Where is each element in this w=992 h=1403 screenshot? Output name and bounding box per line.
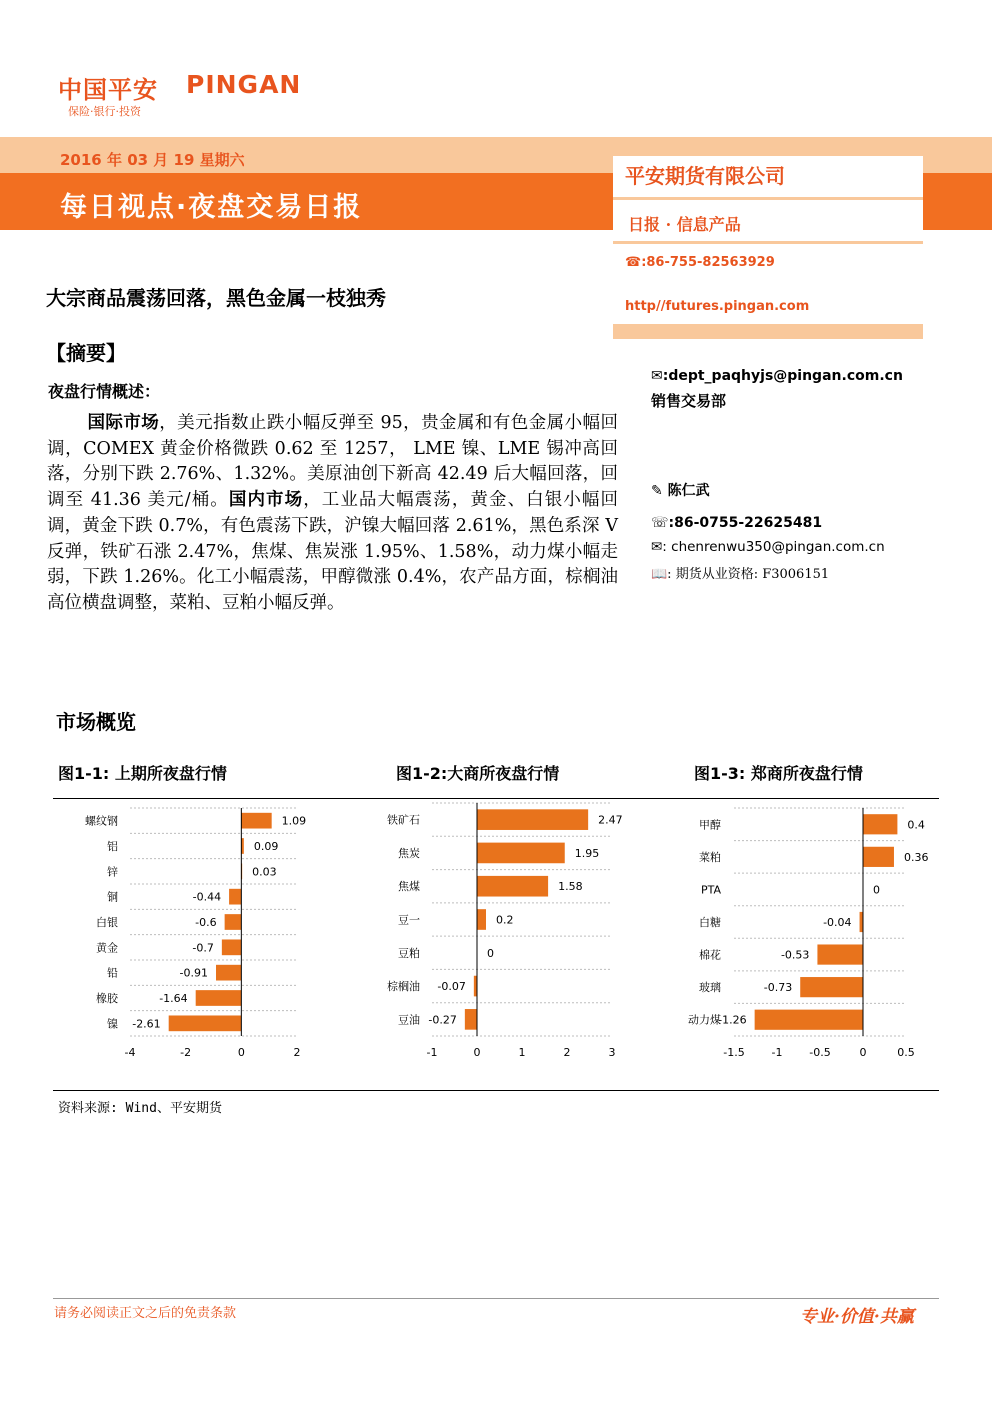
chart-bottom-rule [53,1090,939,1091]
chart3-category-label: 棉花 [699,948,721,962]
chart1-data-label: 1.09 [281,814,307,828]
chart-title-3: 图1-3: 郑商所夜盘行情 [694,764,863,783]
chart3-data-label: -1.26 [718,1013,747,1027]
company-phone: ☎:86-755-82563929 [625,255,775,270]
chart3-category-label: 动力煤 [688,1013,721,1027]
chart2-data-label: 0 [487,946,494,960]
report-title: 每日视点·夜盘交易日报 [60,192,363,223]
chart1-tick-label: -2 [180,1046,192,1059]
chart-title-2: 图1-2:大商所夜盘行情 [396,764,560,783]
chart1-category-label: 铝 [107,840,118,853]
chart1-data-label: -0.7 [192,941,214,955]
chart3-data-label: -0.53 [780,948,810,962]
chart2-category-label: 焦煤 [398,880,420,894]
chart3-tick-label: -1.5 [723,1046,745,1059]
chart2-bar [477,843,565,864]
chart1-bar [225,914,242,930]
chart3-category-label: 菜粕 [699,850,721,864]
chart3-bar [800,977,863,997]
chart2-tick-label: 3 [608,1046,616,1059]
chart1-category-label: 铜 [107,890,118,904]
footer-rule [53,1298,939,1299]
chart3-category-label: 甲醇 [699,818,721,832]
chart3-data-label: -0.04 [823,916,852,929]
chart1-tick-label: 0 [237,1046,245,1059]
chart1-category-label: 黄金 [96,941,118,955]
chart2-data-label: 1.95 [574,846,600,860]
logo-cn: 中国平安 [58,76,158,104]
chart1-bar [216,965,241,981]
company-name: 平安期货有限公司 [625,164,785,188]
domestic-label: 国内市场 [228,490,304,511]
slogan: 专业·价值·共赢 [800,1307,914,1327]
dept-name: 销售交易部 [651,392,727,410]
headline: 大宗商品震荡回落，黑色金属一枝独秀 [46,286,386,310]
chart3-data-label: 0 [873,883,880,897]
report-date: 2016 年 03 月 19 星期六 [60,151,245,169]
chart1-data-label: 0.03 [252,865,277,879]
chart1-bar [222,939,241,955]
chart2-data-label: 2.47 [598,813,623,827]
chart1-bar [169,1015,242,1031]
chart1-data-label: -0.44 [192,890,222,904]
chart3-category-label: PTA [700,883,721,897]
chart3-tick-label: -0.5 [809,1046,831,1059]
chart3-category-label: 白糖 [699,916,721,929]
chart3-tick-label: 0 [859,1046,867,1059]
chart3-data-label: 0.4 [907,818,925,832]
chart1-data-label: -2.61 [132,1017,161,1031]
chart1-bar [196,990,242,1006]
intl-text: ，美元指数止跌小幅反弹至 95，贵金属和有色金属小幅回调，COMEX 黄金价格微跌 0.62 至 1257， LME 镍、LME 锡冲高回落，分别下跌 2.76%、1.32%。美原油创下新高 42.49 后大幅回落，回调至 41.36 美元/桶。 [47,413,618,511]
chart2-category-label: 铁矿石 [387,813,420,827]
chart3-tick-label: 0.5 [897,1046,915,1059]
chart1-data-label: -0.6 [195,916,217,929]
chart1-bar [241,813,271,829]
market-title: 市场概览 [56,710,136,734]
chart1-tick-label: -4 [124,1046,136,1059]
chart2-bar [465,1009,477,1030]
company-website[interactable]: http//futures.pingan.com [625,299,810,314]
chart1-category-label: 橡胶 [96,992,118,1005]
chart2-category-label: 焦炭 [398,846,420,860]
chart2-bar [477,876,548,897]
chart3-category-label: 玻璃 [699,981,721,995]
chart2-tick-label: 1 [518,1046,526,1059]
chart3-data-label: -0.73 [763,981,793,995]
chart2-bar [477,909,486,930]
chart2-tick-label: 2 [563,1046,571,1059]
chart1-data-label: 0.09 [253,840,279,853]
chart2-category-label: 豆粕 [398,946,420,960]
domestic-text: ，工业品大幅震荡，黄金、白银小幅回调，黄金下跌 0.7%，有色震荡下跌，沪镍大幅回落 2.61%，黑色系深 V 反弹，铁矿石涨 2.47%，焦煤、焦炭涨 1.95%、1.58%，动力煤小幅走弱，下跌 1.26%。化工小幅震荡，甲醇微涨 0.4%，农产品方面，棕榈油高位横盘调整，菜粕、豆粕小幅反弹。 [47,490,618,613]
data-source: 资料来源: Wind、平安期货 [58,1101,222,1116]
chart3-bar [755,1010,863,1030]
chart2-data-label: -0.27 [428,1013,457,1027]
chart-title-1: 图1-1: 上期所夜盘行情 [58,764,227,783]
logo-en: PINGAN [186,70,302,99]
chart3-bar [817,944,863,964]
chart2-data-label: -0.07 [437,980,466,994]
pen-icon: ✎ [651,483,668,499]
chart1-data-label: -1.64 [159,992,188,1005]
analyst-phone: ☏:86-0755-22625481 [651,515,823,531]
analyst-name-text: 陈仁武 [667,483,710,499]
chart1-data-label: -0.91 [179,966,209,980]
product-type: 日报 · 信息产品 [628,215,741,234]
chart2-category-label: 棕榈油 [387,980,420,994]
chart1-category-label: 铅 [107,966,118,980]
section-title: 夜盘行情概述： [48,382,161,401]
chart2-category-label: 豆油 [398,1013,420,1027]
chart2-data-label: 0.2 [496,913,514,927]
chart1-bar [229,889,241,905]
chart1-category-label: 螺纹钢 [85,814,118,828]
dept-email[interactable]: ✉:dept_paqhyjs@pingan.com.cn [651,368,903,384]
chart1-category-label: 镍 [107,1017,118,1031]
analyst-license: 📖: 期货从业资格: F3006151 [651,567,830,582]
intl-label: 国际市场 [87,413,160,433]
chart2-data-label: 1.58 [558,880,583,894]
chart1-tick-label: 2 [293,1046,301,1059]
chart3-bar [863,847,894,867]
chart2-tick-label: 0 [473,1046,481,1059]
chart1-category-label: 锌 [107,865,118,879]
abstract-title: 【摘要】 [46,341,126,365]
chart1-category-label: 白银 [96,916,118,929]
disclaimer: 请务必阅读正文之后的免责条款 [54,1306,237,1321]
chart2-tick-label: -1 [426,1046,438,1059]
chart2-bar [477,809,588,830]
analyst-email[interactable]: ✉: chenrenwu350@pingan.com.cn [651,539,885,555]
chart2-category-label: 豆一 [398,913,420,927]
chart3-bar [860,912,863,932]
chart3-bar [863,814,897,834]
logo-subtitle: 保险·银行·投资 [68,105,141,118]
chart3-data-label: 0.36 [903,850,929,864]
chart3-tick-label: -1 [771,1046,783,1059]
